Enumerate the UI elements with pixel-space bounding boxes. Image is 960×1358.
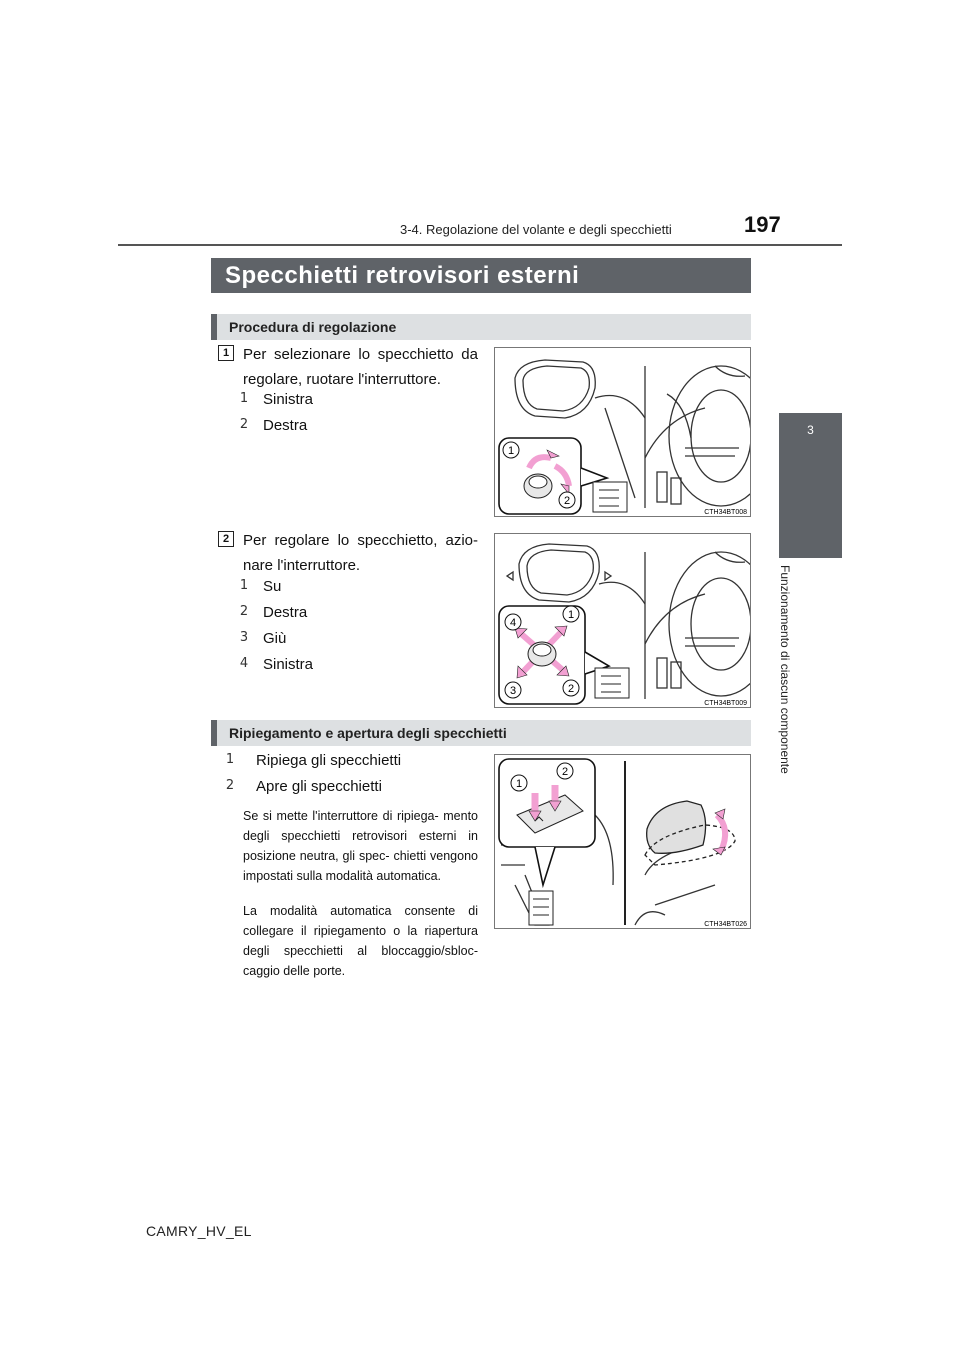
item-marker: 1: [239, 578, 249, 593]
item-label: Sinistra: [263, 391, 314, 408]
figure-mirror-fold-drawing: [495, 755, 751, 929]
chapter-number: 3: [807, 423, 814, 437]
folding-heading: Ripiegamento e apertura degli specchietti: [211, 720, 751, 746]
figure-code: CTH34BT026: [704, 921, 747, 928]
step-2-text: Per regolare lo specchietto, azio- nare l'interruttore.: [243, 532, 478, 574]
figure-mirror-select-drawing: [495, 348, 751, 517]
step-number-1: 1: [218, 345, 234, 361]
page-number: 197: [744, 212, 781, 237]
figure-callout-4: 4: [509, 617, 517, 629]
item-label: Sinistra: [263, 656, 314, 673]
chapter-title: [778, 565, 798, 965]
item-label: Ripiega gli specchietti: [256, 752, 402, 769]
step-1-text: Per selezionare lo specchietto da regolare, ruotare l'interruttore.: [243, 346, 478, 388]
chapter-title-text: Funzionamento di ciascun componente: [778, 565, 792, 774]
figure-callout-1: 1: [567, 609, 575, 621]
item-marker: 2: [239, 604, 249, 619]
item-label: Destra: [263, 417, 308, 434]
item-marker: 3: [239, 630, 249, 645]
figure-code: CTH34BT008: [704, 509, 747, 516]
figure-callout-1: 1: [507, 445, 515, 457]
step-number-2: 2: [218, 531, 234, 547]
header-rule: [118, 244, 842, 246]
figure-mirror-fold: [494, 754, 751, 929]
page-title: Specchietti retrovisori esterni: [211, 258, 751, 293]
item-label: Apre gli specchietti: [256, 778, 382, 795]
item-marker: 4: [239, 656, 249, 671]
figure-callout-3: 3: [509, 685, 517, 697]
figure-callout-2: 2: [563, 495, 571, 507]
figure-callout-2: 2: [561, 766, 569, 778]
item-marker: 2: [239, 417, 249, 432]
section-header: 3-4. Regolazione del volante e degli specchietti: [400, 222, 672, 237]
note-paragraph: La modalità automatica consente di collegare il ripiegamento o la riapertura degli specchietti al bloccaggio/sbloc- caggio delle porte.: [243, 904, 478, 978]
item-marker: 1: [225, 752, 235, 767]
figure-callout-2: 2: [567, 683, 575, 695]
item-label: Giù: [263, 630, 287, 647]
figure-mirror-adjust-drawing: [495, 534, 751, 708]
item-marker: 1: [239, 391, 249, 406]
document-code: CAMRY_HV_EL: [146, 1223, 252, 1239]
figure-callout-1: 1: [515, 778, 523, 790]
figure-code: CTH34BT009: [704, 700, 747, 707]
figure-mirror-adjust: [494, 533, 751, 708]
note-paragraph: Se si mette l'interruttore di ripiega- mento degli specchietti retrovisori esterni in posizione neutra, gli spec- chietti vengono impostati sulla modalità automatica.: [243, 809, 478, 883]
item-label: Destra: [263, 604, 308, 621]
procedure-heading: Procedura di regolazione: [211, 314, 751, 340]
item-marker: 2: [225, 778, 235, 793]
item-label: Su: [263, 578, 282, 595]
figure-mirror-select: [494, 347, 751, 517]
